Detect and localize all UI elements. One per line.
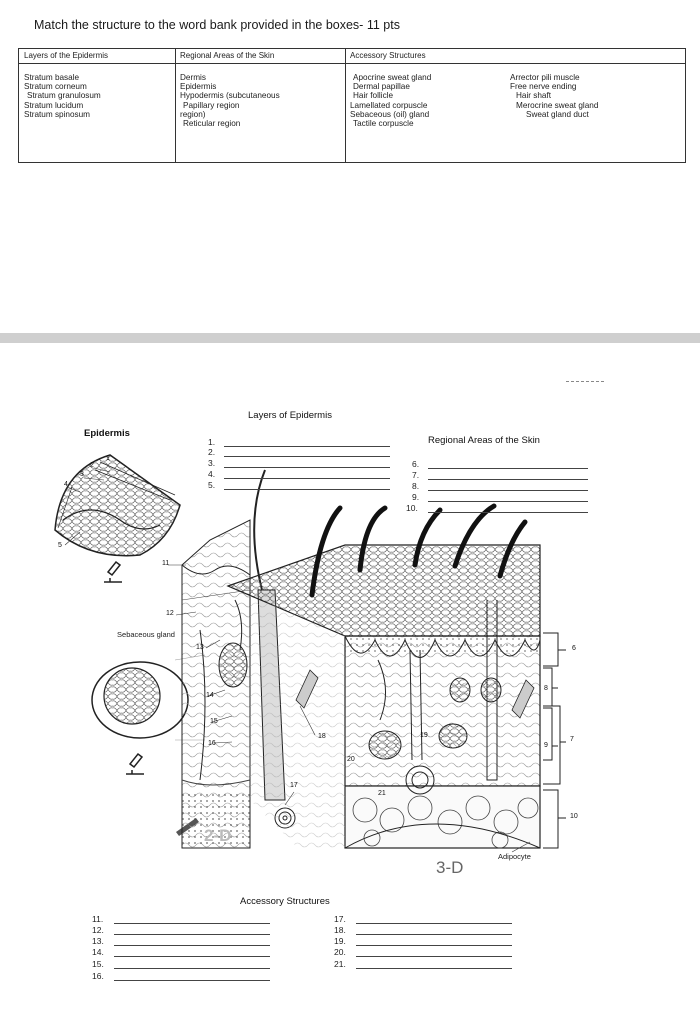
bank-item: region) [180, 109, 206, 119]
answer-line-5[interactable]: 5. [208, 480, 390, 490]
bank-item: Sweat gland duct [526, 109, 589, 119]
layers-heading: Layers of Epidermis [248, 410, 332, 421]
answer-line-15[interactable]: 15. [92, 959, 270, 969]
instruction-text: Match the structure to the word bank provided in the boxes- 11 pts [34, 18, 400, 32]
answer-line-7[interactable]: 7. [412, 470, 588, 480]
callout-number: 2 [90, 462, 94, 469]
bank-item: Stratum spinosum [24, 109, 90, 119]
bank-item: Stratum granulosum [27, 91, 101, 101]
answer-line-10[interactable]: 10. [406, 503, 588, 513]
callout-number: 5 [58, 542, 62, 549]
label-2d: 2-D [204, 826, 232, 845]
answer-line-6[interactable]: 6. [412, 459, 588, 469]
bank-item: Reticular region [183, 119, 241, 129]
label-3d: 3-D [436, 858, 464, 877]
bank-item: Epidermis [180, 82, 217, 92]
callout-number: 3 [80, 471, 84, 478]
answer-line-1[interactable]: 1. [208, 437, 390, 447]
bank-item: Stratum basale [24, 73, 80, 82]
callout-number: 19 [420, 732, 428, 739]
callout-number: 14 [206, 692, 214, 699]
callout-number: 16 [208, 740, 216, 747]
callout-number: 13 [196, 644, 204, 651]
answer-line-13[interactable]: 13. [92, 936, 270, 946]
bank-item: Stratum lucidum [24, 100, 84, 110]
bank-item: Arrector pili muscle [510, 73, 580, 82]
bank-item: Hypodermis (subcutaneous [180, 91, 280, 101]
bank-item: Dermis [180, 73, 206, 82]
region-brackets [543, 633, 566, 848]
accessory-heading: Accessory Structures [240, 896, 330, 907]
answer-line-16[interactable]: 16. [92, 971, 270, 981]
callout-number: 6 [572, 645, 576, 652]
answer-line-11[interactable]: 11. [92, 914, 270, 924]
answer-line-4[interactable]: 4. [208, 469, 390, 479]
bank-item: Tactile corpuscle [353, 119, 414, 129]
bank-item: Lamellated corpuscle [350, 100, 428, 110]
col-header: Layers of the Epidermis [24, 51, 109, 60]
bank-item: Hair shaft [516, 91, 552, 101]
answer-line-12[interactable]: 12. [92, 925, 270, 935]
answer-line-17[interactable]: 17. [334, 914, 512, 924]
bank-item: Free nerve ending [510, 82, 577, 92]
microscope-icon [126, 754, 144, 774]
callout-number: 9 [544, 742, 548, 749]
callout-number: 20 [347, 756, 355, 763]
microscope-icon [104, 562, 122, 582]
bank-item: Sebaceous (oil) gland [350, 109, 430, 119]
callout-number: 10 [570, 813, 578, 820]
callout-number: 11 [162, 560, 170, 567]
bank-item: Papillary region [183, 100, 240, 110]
answer-line-9[interactable]: 9. [412, 492, 588, 502]
answer-line-3[interactable]: 3. [208, 458, 390, 468]
epidermis-inset [55, 455, 180, 556]
bank-item: Apocrine sweat gland [353, 73, 432, 82]
col-header: Accessory Structures [350, 51, 426, 60]
callout-number: 18 [318, 733, 326, 740]
adipocyte-label: Adipocyte [498, 852, 531, 861]
callout-number: 12 [166, 610, 174, 617]
epidermis-label: Epidermis [84, 428, 130, 439]
sebaceous-label: Sebaceous gland [117, 630, 175, 639]
callout-number: 17 [290, 782, 298, 789]
answer-line-2[interactable]: 2. [208, 447, 390, 457]
callout-number: 8 [544, 685, 548, 692]
callout-number: 1 [106, 455, 110, 462]
regions-heading: Regional Areas of the Skin [428, 435, 540, 446]
callout-number: 15 [210, 718, 218, 725]
answer-line-18[interactable]: 18. [334, 925, 512, 935]
bank-item: Stratum corneum [24, 82, 87, 92]
answer-line-21[interactable]: 21. [334, 959, 512, 969]
answer-line-19[interactable]: 19. [334, 936, 512, 946]
answer-line-8[interactable]: 8. [412, 481, 588, 491]
answer-line-14[interactable]: 14. [92, 947, 270, 957]
bank-item: Hair follicle [353, 91, 394, 101]
callout-number: 4 [64, 481, 68, 488]
answer-line-20[interactable]: 20. [334, 947, 512, 957]
callout-number: 21 [378, 790, 386, 797]
callout-number: 7 [570, 736, 574, 743]
bank-item: Merocrine sweat gland [516, 100, 599, 110]
col-header: Regional Areas of the Skin [180, 51, 275, 60]
bank-item: Dermal papillae [353, 82, 410, 92]
